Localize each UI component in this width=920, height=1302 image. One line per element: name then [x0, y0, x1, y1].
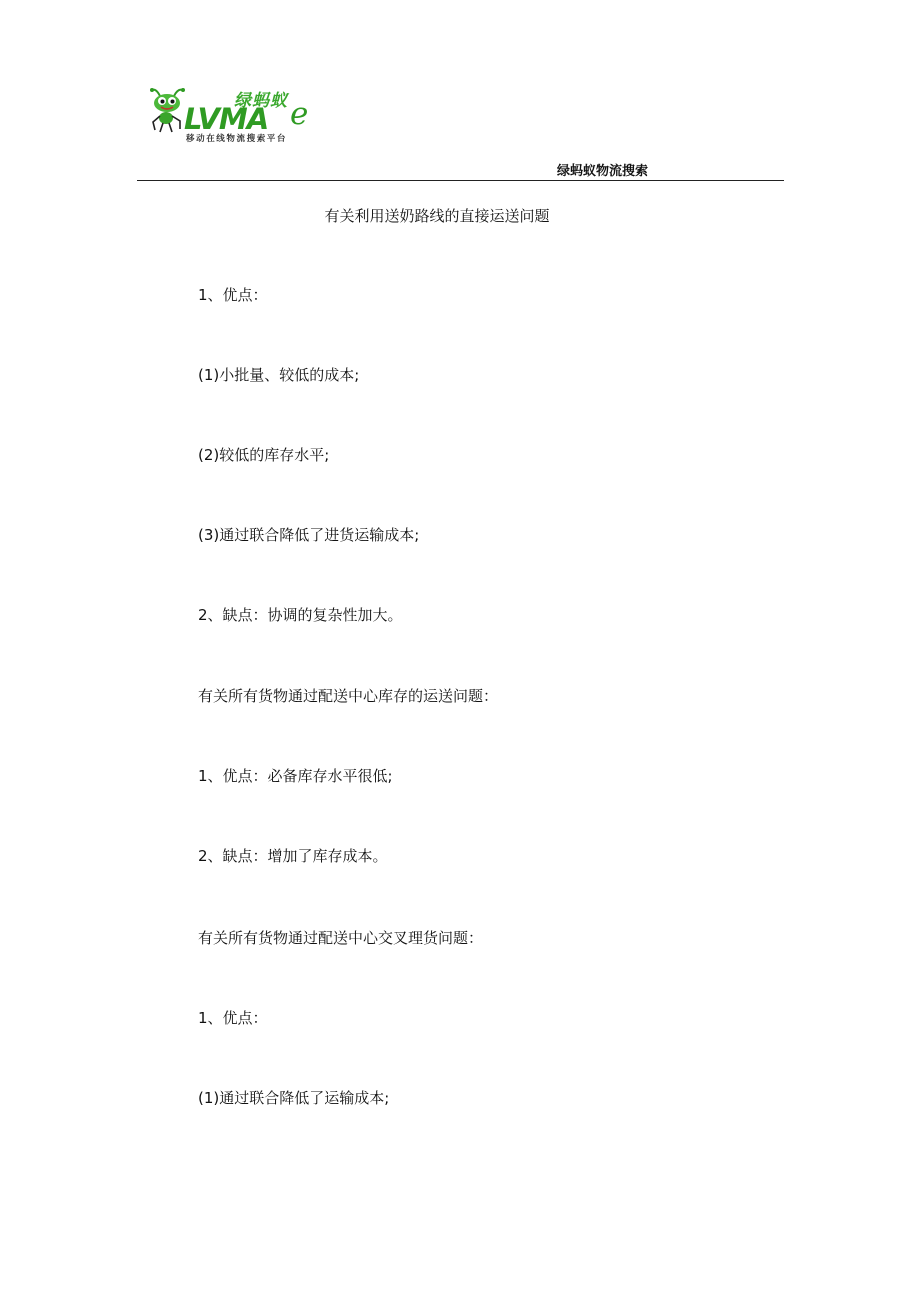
- paragraph: (3)通过联合降低了进货运输成本;: [198, 526, 420, 544]
- paragraph: 1、优点：: [198, 286, 268, 304]
- logo-e-mark: e: [290, 96, 309, 132]
- paragraph: (1)通过联合降低了运输成本;: [198, 1089, 390, 1107]
- document-title: 有关利用送奶路线的直接运送问题: [324, 207, 550, 225]
- logo-chinese-name: 绿蚂蚁: [234, 91, 288, 111]
- paragraph: 2、缺点：协调的复杂性加大。: [198, 606, 403, 624]
- paragraph: 1、优点：必备库存水平很低;: [198, 767, 393, 785]
- header-divider: [137, 180, 784, 181]
- paragraph: 2、缺点：增加了库存成本。: [198, 847, 388, 865]
- paragraph: 有关所有货物通过配送中心库存的运送问题：: [198, 687, 499, 705]
- paragraph: 1、优点：: [198, 1009, 268, 1027]
- logo-english-name: LVMA: [184, 102, 269, 136]
- paragraph: 有关所有货物通过配送中心交叉理货问题：: [198, 929, 484, 947]
- paragraph: (2)较低的库存水平;: [198, 446, 330, 464]
- logo: [150, 86, 315, 146]
- paragraph: (1)小批量、较低的成本;: [198, 366, 360, 384]
- logo-tagline: 移动在线物流搜索平台: [186, 134, 288, 144]
- brand-text: 绿蚂蚁物流搜索: [557, 164, 649, 179]
